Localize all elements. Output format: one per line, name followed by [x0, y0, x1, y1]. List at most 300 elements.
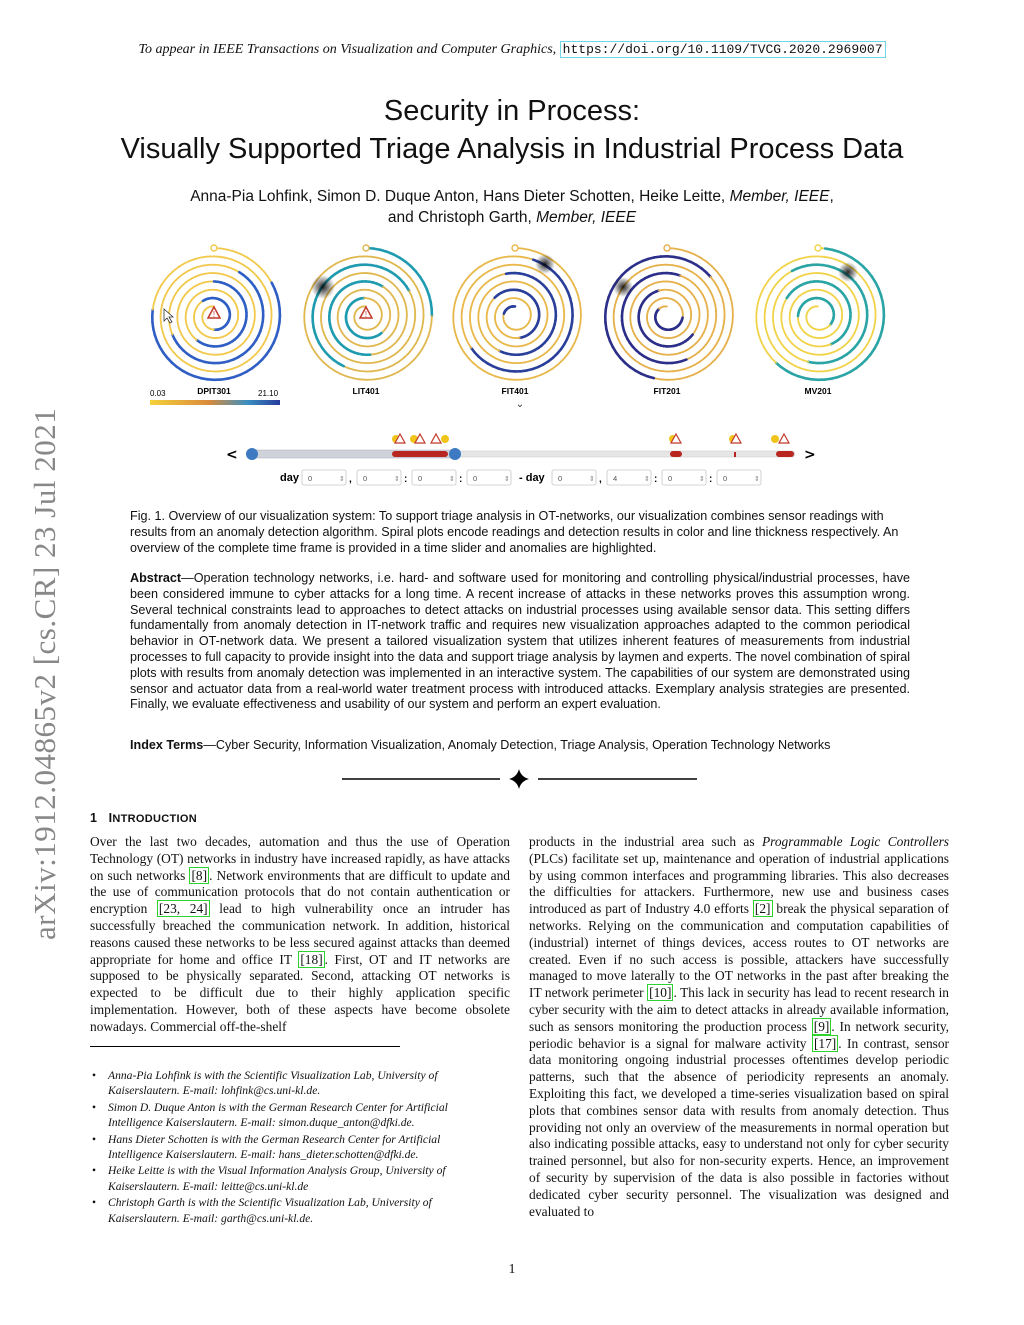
- spiral-segment: [727, 336, 730, 342]
- spiral-segment: [458, 341, 461, 347]
- spiral-segment: [253, 262, 258, 267]
- spiral-segment: [221, 249, 228, 250]
- spiral-segment: [688, 252, 695, 255]
- spiral-segment: [220, 257, 226, 258]
- spiral-segment: [680, 377, 687, 379]
- spiral-segment: [715, 354, 719, 359]
- body-column-left: [90, 834, 510, 1036]
- spiral-segment: [760, 291, 762, 297]
- spiral-segment: [580, 316, 581, 323]
- spiral-segment: [730, 296, 732, 303]
- paragraph-text: (PLCs) facilitate set up, maintenance and operation of industrial applications by using common interfaces and programming libraries. This also decreases the difficulties for attackers. Furthermore, new use and business cases introduced as part of Industry 4.0 efforts: [529, 850, 949, 917]
- spiral-segment: [373, 379, 380, 380]
- spiral-segment: [765, 280, 769, 285]
- spiral-segment: [312, 347, 315, 353]
- spiral-segment: [354, 257, 360, 258]
- spiral-segment: [757, 303, 758, 309]
- spiral-segment: [723, 322, 724, 328]
- spiral-segment: [401, 268, 406, 272]
- spiral-segment: [422, 343, 425, 349]
- spiral-label-fit201: FIT201: [653, 386, 681, 396]
- slider-prev-button[interactable]: <: [226, 447, 238, 463]
- section-heading: [90, 811, 197, 825]
- spiral-segment: [258, 277, 262, 282]
- spiral-segment: [340, 374, 346, 377]
- spiral-segment: [384, 260, 390, 262]
- anomaly-shadow: [613, 277, 633, 297]
- spiral-segment: [757, 329, 759, 335]
- spiral-segment: [473, 363, 478, 367]
- spiral-segment: [771, 358, 776, 363]
- spiral-segment: [379, 377, 386, 379]
- spiral-segment: [674, 379, 681, 380]
- spiral-segment: [414, 354, 418, 359]
- spiral-segment: [336, 261, 342, 264]
- authors-names-2: and Christoph Garth,: [387, 209, 532, 226]
- footnote-line: Intelligence Kaiserslautern. E-mail: simon.duque_anton@dfki.de.: [108, 1116, 415, 1130]
- spiral-segment: [732, 302, 733, 309]
- spiral-segment: [329, 367, 334, 371]
- spiral-segment: [571, 343, 574, 349]
- spiral-segment: [419, 292, 421, 298]
- field-separator: ,: [599, 474, 602, 485]
- spiral-label-mv201: MV201: [804, 386, 832, 396]
- spiral-segment: [721, 277, 725, 283]
- spiral-segment: [764, 347, 767, 353]
- field-separator: ,: [349, 474, 352, 485]
- spiral-segment: [725, 283, 728, 289]
- spiral-label-lit401: LIT401: [352, 386, 380, 396]
- spiral-segment: [454, 329, 456, 335]
- legend-max: 21.10: [258, 389, 279, 398]
- bullet: •: [92, 1069, 97, 1082]
- spiral-segment: [712, 266, 717, 271]
- spiral-segment: [264, 287, 267, 292]
- paragraph-text: . In contrast, sensor data monitoring ongoing industrial processes oftentimes develop periodic patterns, such that the absence of periodicity represents an anomaly. Exploiting this fact, we developed a time-series visualization based on spiral plots that combines sensor data with results from anomaly detection. Thus providing not only an overview of the measurements in normal operation but also indicating possible attacks, easy to understand not only for cyber security trained personnel, but also for non-security experts. Hence, an improvement of security by supervision of the data is also possible in factories without dedicated cyber security personnel. The visualization was designed and evaluated to: [529, 1035, 950, 1219]
- abstract-label: Abstract: [130, 571, 182, 585]
- spiral-segment: [767, 353, 771, 358]
- spiral-segment: [392, 372, 398, 375]
- bullet: •: [92, 1164, 97, 1178]
- footnote-line: Anna-Pia Lohfink is with the Scientific Visualization Lab, University of: [108, 1069, 438, 1082]
- stepper-icon[interactable]: ⇕: [504, 475, 510, 483]
- spiral-segment: [485, 261, 491, 264]
- spiral-segment: [386, 375, 392, 377]
- spiral-segment: [304, 322, 305, 328]
- spiral-segment: [577, 330, 579, 337]
- stepper-icon[interactable]: ⇕: [754, 475, 760, 483]
- spiral-segment: [728, 289, 730, 296]
- running-header: [0, 42, 1024, 58]
- spiral-segment: [398, 368, 404, 372]
- bullet: •: [92, 1196, 97, 1210]
- spiral-segment: [305, 303, 306, 309]
- warning-icon[interactable]: [360, 307, 372, 319]
- spiral-segment: [419, 349, 423, 355]
- spiral-segment: [405, 272, 409, 276]
- spiral-segment: [422, 322, 423, 328]
- spiral-segment: [238, 262, 243, 265]
- spiral-segment: [184, 261, 190, 264]
- spiral-segment: [824, 257, 830, 258]
- spiral-segment: [528, 377, 535, 379]
- spiral-segment: [307, 335, 309, 341]
- spiral-segment: [871, 292, 873, 298]
- spiral-segment: [249, 268, 254, 272]
- spiral-segment: [154, 297, 156, 303]
- spiral-segment: [496, 257, 502, 258]
- footnote-line: Hans Dieter Schotten is with the German Research Center for Artificial: [108, 1132, 441, 1146]
- spiral-segment: [756, 322, 757, 328]
- spiral-segment: [776, 363, 781, 367]
- spiral-segment: [687, 375, 693, 377]
- spiral-segment: [169, 271, 174, 275]
- spiral-segment: [342, 259, 348, 261]
- stepper-icon[interactable]: ⇕: [589, 475, 595, 483]
- spiral-segment: [431, 316, 432, 323]
- spiral-segment: [788, 261, 794, 264]
- title-line-1: Security in Process:: [383, 95, 641, 127]
- spiral-segment: [153, 303, 154, 309]
- teaser-figure: [130, 234, 900, 494]
- title-line-2: Visually Supported Triage Analysis in Industrial Process Data: [120, 133, 904, 165]
- figure-caption: Fig. 1. Overview of our visualization system: To support triage analysis in OT-networks, our visualization combines sensor readings with results from an anomaly detection algorithm. Spiral plots encode readings and detection results in color and line thickness respectively. An overview of the complete time frame is provided in a time slider and anomalies are highlighted.: [130, 509, 899, 555]
- day-number-value: 0: [723, 474, 728, 483]
- footnote-line: Kaiserslautern. E-mail: lohfink@cs.uni-kl.de.: [108, 1084, 321, 1098]
- spiral-plot-mv201[interactable]: [756, 245, 884, 380]
- spiral-segment: [491, 259, 497, 261]
- spiral-segment: [522, 249, 529, 250]
- authors-line-1: [0, 186, 1024, 207]
- spiral-label-dpit301: DPIT301: [197, 386, 231, 396]
- spiral-segment: [416, 287, 419, 292]
- anomaly-bar: [392, 451, 448, 457]
- day-number-value: 4: [613, 474, 618, 483]
- emphasis-text: Programmable Logic Controllers: [761, 834, 949, 849]
- spiral-segment: [865, 282, 868, 287]
- spiral-segment: [261, 282, 264, 287]
- spiral-segment: [724, 304, 725, 310]
- spiral-segment: [232, 260, 238, 262]
- slider-next-button[interactable]: >: [804, 447, 816, 463]
- citation-link[interactable]: [17]: [813, 1035, 837, 1051]
- spiral-segment: [554, 262, 559, 267]
- field-separator: :: [459, 474, 463, 485]
- spiral-segment: [269, 298, 270, 304]
- authors-line-2: [0, 207, 1024, 228]
- spiral-segment: [330, 264, 335, 267]
- spiral-segment: [413, 282, 416, 287]
- citation-link[interactable]: [9]: [813, 1018, 830, 1034]
- paragraph-text: . Network environments that are difficult to update and the use of communication protocols that do not contain authentication or encryption: [90, 867, 510, 917]
- spiral-segment: [711, 277, 715, 282]
- spiral-segment: [457, 291, 459, 297]
- stepper-icon[interactable]: ⇕: [699, 475, 705, 483]
- spiral-plot-fit401[interactable]: [453, 245, 581, 380]
- field-separator: :: [709, 474, 713, 485]
- spiral-start-marker: [363, 245, 369, 251]
- spiral-segment: [782, 264, 787, 267]
- spiral-segment: [334, 371, 340, 374]
- chevron-down-icon[interactable]: ⌄: [515, 399, 525, 410]
- stepper-icon[interactable]: ⇕: [644, 475, 650, 483]
- spiral-segment: [558, 359, 563, 364]
- spiral-segment: [777, 267, 782, 271]
- stepper-icon[interactable]: ⇕: [339, 475, 345, 483]
- spiral-start-marker: [512, 245, 518, 251]
- citation-link[interactable]: [8]: [191, 867, 208, 883]
- page-number: 1: [508, 1262, 516, 1277]
- abstract-text: —Operation technology networks, i.e. hard- and software used for monitoring and controlling physical/industrial processes, have been considered immune to cyber attacks for a long time. A recent increase of attacks in these networks proves this assumption wrong. Several technical constraints lead to approaches to detect attacks on industrial processes using available sensor data. This setting differs fundamentally from anomaly detection in IT-network traffic and requires new visualization approaches adapted to the common periodical behavior in OT-network data. We present a tailored visualization system that utilizes inherent features of measurements from industrial processes to full capacity to provide insight into the data and support triage analysis by laymen and experts. The novel combination of spiral plots with results from anomaly detection was implemented in an interactive system. The capabilities of our system are demonstrated using sensor and actuator data from a real-world water treatment process with introduced attacks. Exemplary analysis strategies are presented. Finally, we evaluate effectiveness and usability of our system and perform an expert evaluation.: [130, 571, 910, 712]
- spiral-segment: [503, 257, 509, 258]
- spiral-segment: [674, 249, 681, 250]
- spiral-segment: [321, 271, 326, 275]
- spiral-segment: [315, 353, 319, 358]
- body-column-right: [529, 834, 949, 1220]
- spiral-segment: [722, 298, 723, 304]
- spiral-segment: [536, 252, 543, 255]
- spiral-segment: [410, 277, 414, 282]
- spiral-segment: [267, 292, 269, 298]
- spiral-segment: [378, 258, 384, 260]
- day-number-value: 0: [668, 474, 673, 483]
- spiral-segment: [455, 297, 457, 303]
- spiral-segment: [717, 287, 720, 292]
- footnote-item: [90, 1163, 510, 1194]
- stepper-icon[interactable]: ⇕: [449, 475, 455, 483]
- day-number-value: 0: [473, 474, 478, 483]
- spiral-segment: [479, 264, 484, 267]
- footnotes: [90, 1068, 510, 1227]
- day-start-label: day: [280, 472, 299, 484]
- field-separator: :: [654, 474, 658, 485]
- spiral-segment: [836, 260, 842, 262]
- spiral-segment: [347, 257, 353, 258]
- spiral-segment: [158, 285, 161, 291]
- spiral-segment: [714, 282, 717, 287]
- spiral-segment: [468, 358, 473, 363]
- footnote-line: Simon D. Duque Anton is with the German Research Center for Artificial: [108, 1100, 448, 1114]
- spiral-segment: [228, 250, 235, 252]
- spiral-segment: [693, 372, 699, 375]
- spiral-segment: [799, 257, 805, 258]
- diamond-star-icon: [509, 769, 529, 789]
- spiral-segment: [454, 303, 455, 309]
- spiral-segment: [324, 363, 329, 367]
- spiral-segment: [495, 376, 501, 378]
- spiral-segment: [409, 359, 414, 364]
- spiral-segment: [568, 349, 572, 355]
- spiral-segment: [541, 372, 547, 375]
- spiral-segment: [720, 292, 722, 298]
- citation-link[interactable]: [2]: [754, 901, 771, 917]
- index-terms-text: —Cyber Security, Information Visualization, Anomaly Detection, Triage Analysis, Operation Technology Networks: [203, 738, 831, 752]
- paragraph-text: break the physical separation of networks. Relying on the communication and computation capabilities of (industrial) internet of things devices, access routes to OT networks are created. Even if no such access is possible, attackers have successfully managed to move laterally to the OT networks in the past after breaking the IT network perimeter: [529, 901, 950, 1001]
- spiral-segment: [731, 323, 732, 330]
- spiral-segment: [161, 280, 165, 285]
- spiral-segment: [761, 341, 764, 347]
- spiral-segment: [794, 259, 800, 261]
- spiral-segment: [456, 335, 458, 341]
- anomaly-bar: [670, 451, 682, 457]
- authors-names-1: Anna-Pia Lohfink, Simon D. Duque Anton, Hans Dieter Schotten, Heike Leitte,: [190, 188, 726, 205]
- footnote-line: Kaiserslautern. E-mail: leitte@cs.uni-kl.de: [108, 1179, 309, 1193]
- arxiv-stamp: arXiv:1912.04865v2 [cs.CR] 23 Jul 2021: [27, 407, 62, 940]
- legend-min: 0.03: [150, 389, 166, 398]
- doi-link[interactable]: https://doi.org/10.1109/TVCG.2020.2969007: [560, 41, 886, 58]
- spiral-segment: [699, 368, 705, 372]
- spiral-segment: [470, 271, 475, 275]
- spiral-segment: [156, 291, 158, 297]
- citation-link[interactable]: [18]: [300, 951, 323, 967]
- spiral-segment: [873, 298, 874, 304]
- paragraph-text: products in the industrial area such as: [529, 834, 762, 849]
- section-title-rest: NTRODUCTION: [112, 813, 197, 825]
- spiral-start-marker: [815, 245, 821, 251]
- member-ieee-1: Member, IEEE: [729, 188, 830, 205]
- spiral-segment: [710, 359, 715, 364]
- spiral-segment: [178, 264, 183, 267]
- author-list: [0, 186, 1024, 228]
- section-title-first: I: [108, 811, 113, 825]
- day-number-value: 0: [558, 474, 563, 483]
- citation-link[interactable]: [23, 24]: [158, 901, 208, 917]
- spiral-segment: [569, 277, 573, 283]
- spiral-segment: [270, 322, 271, 328]
- spiral-segment: [874, 322, 875, 328]
- spiral-segment: [729, 330, 731, 337]
- paper-title: [0, 92, 1024, 168]
- spiral-segment: [248, 258, 254, 262]
- paragraph-text: lead to high vulnerability once an intruder has successfully breached the communication network. In addition, historical reasons caused these networks to be less secured against attacks than deemed appropriate for home and office IT: [90, 901, 510, 967]
- spiral-segment: [271, 304, 272, 310]
- spiral-segment: [573, 283, 576, 289]
- anomaly-bar: [776, 451, 794, 457]
- slider-handle-start[interactable]: [246, 448, 258, 460]
- spiral-segment: [259, 266, 264, 271]
- spiral-segment: [241, 254, 247, 257]
- day-number-value: 0: [363, 474, 368, 483]
- spiral-start-marker: [664, 245, 670, 251]
- spiral-segment: [195, 257, 201, 258]
- footnote-line: Kaiserslautern. E-mail: garth@cs.uni-kl.de.: [108, 1211, 314, 1225]
- spiral-segment: [423, 304, 424, 310]
- spiral-segment: [306, 297, 308, 303]
- anomaly-markers[interactable]: [392, 434, 789, 443]
- spiral-segment: [706, 272, 710, 276]
- spiral-segment: [717, 271, 721, 277]
- footnote-item: [90, 1195, 510, 1226]
- spiral-segment: [325, 267, 330, 271]
- spiral-segment: [459, 285, 462, 291]
- spiral-segment: [319, 358, 324, 363]
- abstract: [130, 571, 910, 713]
- anomaly-shadow: [535, 254, 555, 274]
- spiral-segment: [875, 304, 876, 310]
- member-ieee-2: Member, IEEE: [536, 209, 637, 226]
- anomaly-shadow: [311, 275, 335, 299]
- field-separator: :: [404, 474, 408, 485]
- footnote-line: Heike Leitte is with the Visual Information Analysis Group, University of: [108, 1164, 446, 1178]
- footnote-line: Intelligence Kaiserslautern. E-mail: hans_dieter.schotten@dfki.de.: [108, 1148, 419, 1162]
- section-number: 1: [90, 811, 98, 825]
- anomaly-shadow: [838, 262, 858, 282]
- footnote-line: Christoph Garth is with the Scientific Visualization Lab, University of: [108, 1196, 432, 1210]
- stepper-icon[interactable]: ⇕: [394, 475, 400, 483]
- spiral-segment: [309, 341, 312, 347]
- spiral-segment: [575, 336, 578, 342]
- spiral-plot-fit201[interactable]: [605, 245, 733, 380]
- spiral-start-marker: [211, 245, 217, 251]
- warning-icon[interactable]: [208, 307, 220, 319]
- spiral-segment: [173, 267, 178, 271]
- slider-handle-end[interactable]: [449, 448, 461, 460]
- spiral-segment: [474, 267, 479, 271]
- spiral-segment: [720, 349, 724, 355]
- spiral-segment: [502, 378, 509, 379]
- header-text: To appear in IEEE Transactions on Visualization and Computer Graphics,: [138, 42, 557, 57]
- spiral-segment: [723, 343, 726, 349]
- spiral-segment: [521, 257, 527, 258]
- authors-comma: ,: [829, 188, 834, 205]
- spiral-segment: [346, 376, 352, 378]
- spiral-segment: [308, 291, 310, 297]
- spiral-segment: [706, 262, 711, 267]
- spiral-segment: [830, 258, 836, 260]
- spiral-segment: [264, 271, 268, 277]
- paragraph-text: Over the last two decades, automation and thus the use of Operation Technology (OT) networks in industry have increased rapidly, as have attacks on such networks: [90, 834, 510, 883]
- paragraph-text: . This lack in security has lead to recent research in cyber security with the aim to detect attacks in already available information, such as sensors monitoring the production process: [529, 985, 949, 1034]
- spiral-segment: [390, 262, 395, 265]
- spiral-segment: [560, 266, 565, 271]
- spiral-segment: [483, 371, 489, 374]
- svg-text:!: !: [364, 310, 368, 319]
- spiral-segment: [694, 254, 700, 257]
- spiral-segment: [478, 367, 483, 371]
- spiral-segment: [202, 257, 208, 258]
- spiral-segment: [353, 378, 360, 379]
- spiral-segment: [190, 259, 196, 261]
- spiral-segment: [578, 296, 580, 303]
- day-number-value: 0: [418, 474, 423, 483]
- spiral-segment: [580, 302, 581, 309]
- svg-text:!: !: [212, 310, 216, 319]
- spiral-segment: [705, 364, 710, 368]
- citation-link[interactable]: [10]: [649, 985, 672, 1001]
- spiral-segment: [453, 322, 454, 328]
- color-legend-bar: [150, 400, 280, 405]
- spiral-segment: [773, 271, 778, 275]
- spiral-segment: [701, 258, 707, 262]
- spiral-segment: [235, 252, 242, 255]
- spiral-segment: [428, 330, 430, 337]
- footnote-item: [90, 1068, 510, 1099]
- spiral-segment: [681, 250, 688, 252]
- paragraph-text: . In network security, periodic behavior is a signal for malware activity: [529, 1018, 949, 1051]
- spiral-segment: [426, 336, 429, 342]
- spiral-segment: [461, 347, 464, 353]
- spiral-segment: [553, 364, 558, 368]
- footnote-rule: [90, 1046, 400, 1047]
- spiral-segment: [563, 354, 567, 359]
- section-divider: [340, 766, 700, 792]
- spiral-segment: [862, 277, 866, 282]
- spiral-segment: [430, 323, 431, 330]
- spiral-segment: [489, 374, 495, 377]
- spiral-segment: [243, 265, 248, 268]
- spiral-segment: [462, 280, 466, 285]
- spiral-segment: [421, 298, 422, 304]
